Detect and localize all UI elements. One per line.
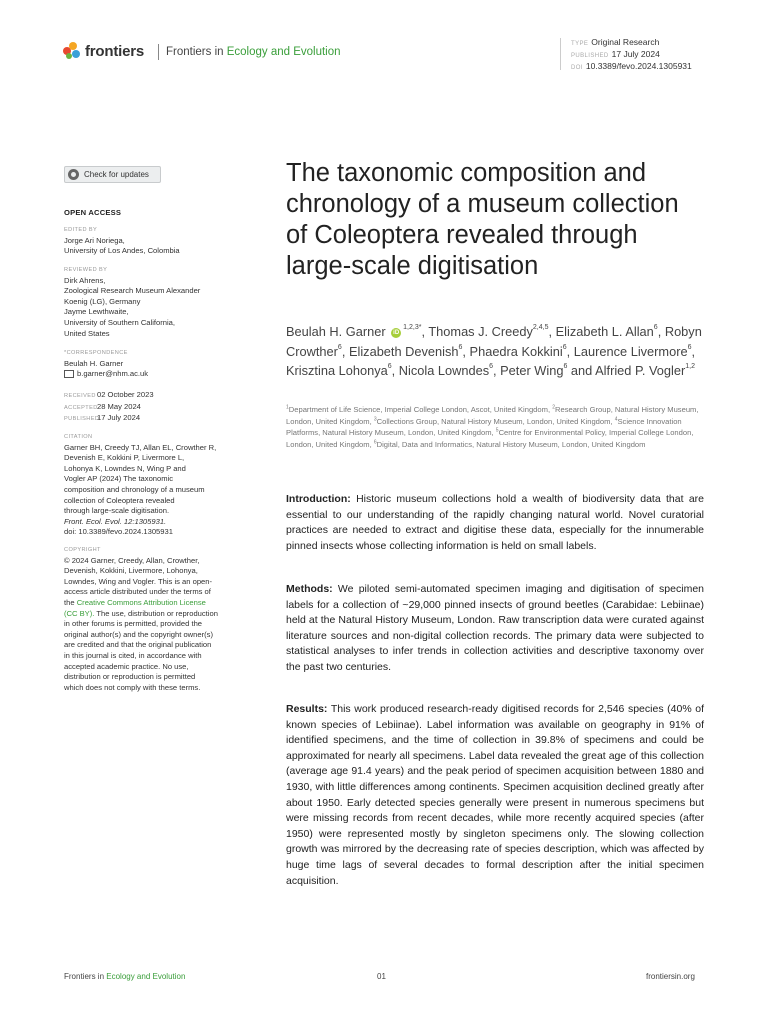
cc-license-link[interactable]: Creative Commons Attribution License xyxy=(76,597,206,607)
citation-line: Front. Ecol. Evol. 12:1305931. xyxy=(64,516,167,526)
author[interactable] xyxy=(574,344,692,359)
affil-num: 6 xyxy=(373,438,377,445)
copyright-label: COPYRIGHT xyxy=(64,547,101,553)
author-name: Alfried P. Vogler xyxy=(595,363,686,378)
copyright-line: accepted academic practice. No use, xyxy=(64,661,189,671)
author-affil: 6 xyxy=(337,343,342,351)
citation-line: Lohonya K, Lowndes N, Wing P and xyxy=(64,463,186,473)
author[interactable] xyxy=(428,324,548,339)
frontiers-logo[interactable] xyxy=(63,42,144,60)
journal-title: Ecology and Evolution xyxy=(226,46,341,58)
citation-section xyxy=(64,432,264,538)
copyright-line: are credited and that the original publication xyxy=(64,640,212,650)
affil-num: 2 xyxy=(552,404,555,411)
author-affil: 6 xyxy=(458,343,463,351)
reviewer-line: Koenig (LG), Germany xyxy=(64,296,141,306)
check-for-updates-button[interactable] xyxy=(64,166,161,183)
author-name: Krisztina Lohonya xyxy=(286,363,388,378)
published-label: PUBLISHED xyxy=(571,53,609,59)
affil-num: 5 xyxy=(495,427,499,434)
published-label: PUBLISHED xyxy=(64,416,100,423)
copyright-line: © 2024 Garner, Creedy, Allan, Crowther, xyxy=(64,555,200,565)
correspondence-label: *CORRESPONDENCE xyxy=(64,350,128,356)
citation-line: Devenish E, Kokkini P, Livermore L, xyxy=(64,453,185,463)
affiliation: Centre for Environmental Policy, Imperial College London, London, United Kingdom, xyxy=(286,428,694,449)
copyright-line: which does not comply with these terms. xyxy=(64,682,201,692)
author-name: Phaedra Kokkini xyxy=(469,343,563,359)
correspondence-email-row[interactable] xyxy=(64,369,264,380)
affiliation: Collections Group, Natural History Museum, London, United Kingdom, xyxy=(376,416,613,426)
section-text: This work produced research-ready digitised records for 2,546 species (40% of known species of Lebiinae). Label information was available on geography in 91% of identified specimens, and the time of collection in 39.8% of specimens and could be approximated for nearly all specimens. Label data revealed the great age of this collection (average age 91.4 years) and the peak period of specimen acquisition between 1880 and 1930, with little differences among continents. Specimen acquisition declined greatly after about 1950. Early detected species generally were present in numerous specimens but were missing records from recent decades, while more recently acquired species (after 1950) were represented mostly by singleton specimens only. The slowing collection growth was mirrored by the decreasing rate of species description, which was affected by huge time lags of several decades to formal description after the initial specimen acquisition. xyxy=(286,703,705,887)
author-name: Beulah H. Garner xyxy=(286,324,386,339)
corresponding-mark: * xyxy=(418,324,422,331)
footer-site-link[interactable]: frontiersin.org xyxy=(646,972,695,981)
citation-line: composition and chronology of a museum xyxy=(64,484,205,494)
author-name: Thomas J. Creedy xyxy=(428,324,533,339)
type-value: Original Research xyxy=(591,37,660,47)
footer-journal-name: Ecology and Evolution xyxy=(106,972,186,981)
abstract-results xyxy=(286,702,704,889)
type-label: TYPE xyxy=(571,41,589,47)
check-updates-label: Check for updates xyxy=(84,170,149,179)
author-name: Laurence Livermore xyxy=(573,343,688,359)
and-word: and xyxy=(570,363,593,378)
update-icon xyxy=(68,169,79,180)
doi-label: DOI xyxy=(571,65,583,71)
copyright-line: Lowndes, Wing and Vogler. This is an open- xyxy=(64,576,213,586)
edited-by-section xyxy=(64,225,264,257)
citation-line: Garner BH, Creedy TJ, Allan EL, Crowther R, xyxy=(64,442,217,452)
copyright-line: the xyxy=(64,597,75,607)
citation-line: collection of Coleoptera revealed xyxy=(64,495,175,505)
author-affil: 6 xyxy=(563,363,568,370)
affiliation: Science Innovation Platforms, Natural History Museum, London, United Kingdom, xyxy=(286,416,682,437)
author[interactable] xyxy=(349,344,462,359)
author-affil: 6 xyxy=(387,363,392,370)
author-affil: 6 xyxy=(562,343,567,351)
author-list: Beulah H. Garner $iD^{1,2,3*}$, Thomas J. Creedy$^{2,4,5}$, Elizabeth L. Allan$^6$, Robyn Crowther$^6$, Elizabeth Devenish$^6$, Phaedra Kokkini$^6$, Laurence Livermore$^6$, Krisztina Lohonya$^6$, Nicola Lowndes$^6$, Peter Wing$^6$ and Alfried P. Vogler$^{1,2}$ xyxy=(286,324,702,378)
reviewer-line: University of Southern California, xyxy=(64,317,176,327)
published-date: 17 July 2024 xyxy=(97,413,141,423)
page-number: 01 xyxy=(377,972,386,981)
received-label: RECEIVED xyxy=(64,393,96,399)
copyright-line: The use, distribution or reproduction xyxy=(96,608,218,618)
section-label: Methods: xyxy=(286,583,333,595)
accepted-label: ACCEPTED xyxy=(64,404,98,411)
reviewed-by-section xyxy=(64,265,264,339)
citation-label: CITATION xyxy=(64,434,93,440)
logo-text: frontiers xyxy=(85,42,145,60)
section-label: Results: xyxy=(286,703,328,715)
dates-section xyxy=(64,390,264,425)
author[interactable] xyxy=(595,363,695,378)
affiliation: Digital, Data and Informatics, Natural History Museum, London, United Kingdom xyxy=(376,439,646,449)
correspondence-email[interactable]: b.garner@nhm.ac.uk xyxy=(77,369,149,379)
affil-num: 4 xyxy=(614,415,618,422)
accepted-date: 28 May 2024 xyxy=(97,401,141,411)
received-date: 02 October 2023 xyxy=(97,390,154,399)
affiliations xyxy=(286,404,706,450)
journal-name[interactable] xyxy=(166,46,341,58)
copyright-line: access article distributed under the terms of xyxy=(64,587,211,597)
footer-journal-prefix: Frontiers in xyxy=(64,972,105,981)
copyright-line: original author(s) and the copyright owner(s) xyxy=(64,629,213,639)
author-name: Robyn Crowther xyxy=(286,324,702,359)
published-value: 17 July 2024 xyxy=(611,49,660,59)
mail-icon xyxy=(64,370,74,378)
author-affil: 6 xyxy=(653,324,658,331)
published-date xyxy=(571,49,660,59)
author[interactable] xyxy=(286,363,392,378)
author-affil: 1,2 xyxy=(685,363,695,370)
reviewer-line: Zoological Research Museum Alexander xyxy=(64,286,201,296)
copyright-line: in other forums is permitted, provided the xyxy=(64,619,203,629)
citation-line: Vogler AP (2024) The taxonomic xyxy=(64,474,174,484)
affil-num: 3 xyxy=(373,415,377,422)
author-affil: 6 xyxy=(489,363,494,370)
citation-line[interactable]: doi: 10.3389/fevo.2024.1305931 xyxy=(64,527,173,537)
copyright-line: Devenish, Kokkini, Livermore, Lohonya, xyxy=(64,566,198,576)
affil-num: 1 xyxy=(286,404,289,411)
copyright-line: distribution or reproduction is permitted xyxy=(64,672,196,682)
cc-by-link[interactable]: (CC BY). xyxy=(64,608,95,618)
edited-by-label: EDITED BY xyxy=(64,227,98,233)
meta-divider xyxy=(560,38,561,70)
abstract-methods xyxy=(286,582,704,676)
affiliation: Department of Life Science, Imperial College London, Ascot, United Kingdom, xyxy=(288,405,551,414)
abstract-introduction xyxy=(286,492,704,554)
article-type xyxy=(571,37,659,47)
author-name: Elizabeth Devenish xyxy=(348,343,459,359)
correspondence-name: Beulah H. Garner xyxy=(64,358,124,368)
author[interactable] xyxy=(399,363,493,378)
section-text: We piloted semi-automated specimen imaging and digitisation of specimen labels for a collection of ~29,000 pinned insects of ground beetles (Carabidae: Lebiinae) held at the Natural History Museum, London. Raw transcription data were curated against literature sources and non-digital collection records. The primary data were subjected to statistical analyses to infer trends in collection activities and descriptive taxonomy over the past two centuries. xyxy=(286,583,704,673)
author-affil: 2,4,5 xyxy=(532,324,549,331)
section-text: Historic museum collections hold a wealth of biodiversity data that are essential to our understanding of the rapidly changing natural world. Novel curatorial practices are needed to extract and digitise these data, especially for the innumerable pinned insects whose collecting information is held on small labels. xyxy=(286,493,705,552)
author[interactable] xyxy=(470,344,567,359)
copyright-section xyxy=(64,545,264,693)
orcid-icon[interactable]: iD xyxy=(393,329,400,336)
section-label: Introduction: xyxy=(286,493,351,505)
correspondence-section xyxy=(64,348,264,380)
author-name: Elizabeth L. Allan xyxy=(555,324,654,339)
author[interactable] xyxy=(556,324,658,339)
reviewer-line: Dirk Ahrens, xyxy=(64,275,106,285)
author-affil: 6 xyxy=(687,343,692,351)
article-title: The taxonomic composition and chronology of a museum collection of Coleoptera revealed through large-scale digitisation xyxy=(286,159,679,280)
doi[interactable] xyxy=(571,61,692,71)
frontiers-logo-icon xyxy=(63,42,81,60)
copyright-line: in this journal is cited, in accordance with xyxy=(64,650,202,660)
author-name: Peter Wing xyxy=(500,363,564,378)
reviewer-line: Jayme Lewthwaite, xyxy=(64,307,129,317)
author-name: Nicola Lowndes xyxy=(398,363,490,378)
author-affil: 1,2,3 xyxy=(403,324,419,331)
author[interactable] xyxy=(286,324,421,339)
editor-line: University of Los Andes, Colombia xyxy=(64,246,180,256)
journal-prefix: Frontiers in xyxy=(166,46,224,58)
reviewed-by-label: REVIEWED BY xyxy=(64,267,108,273)
author[interactable] xyxy=(500,363,567,378)
footer-journal[interactable] xyxy=(64,972,185,981)
open-access-label: OPEN ACCESS xyxy=(64,208,122,217)
reviewer-line: United States xyxy=(64,328,110,338)
editor-line: Jorge Ari Noriega, xyxy=(64,235,125,245)
affiliation: Research Group, Natural History Museum, London, United Kingdom, xyxy=(286,405,699,426)
header-divider xyxy=(158,44,159,60)
citation-line: through large-scale digitisation. xyxy=(64,506,170,516)
doi-value[interactable]: 10.3389/fevo.2024.1305931 xyxy=(585,61,692,71)
